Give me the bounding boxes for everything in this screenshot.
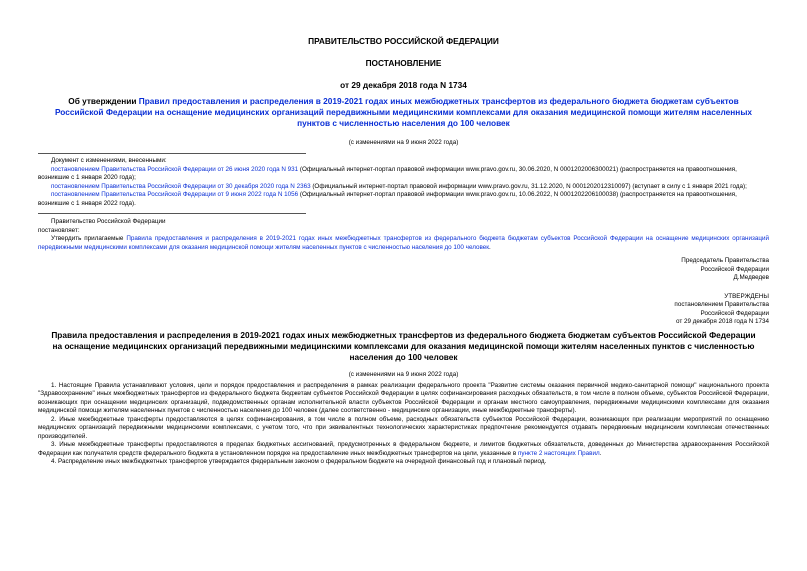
- rules-paragraph-3-suffix: .: [599, 449, 602, 457]
- signature-name: Д.Медведев: [733, 274, 769, 281]
- change-link-2[interactable]: постановлением Правительства Российской Федерации от 30 декабря 2020 года N 2363: [51, 182, 311, 190]
- change-text-1: (Официальный интернет-портал правовой информации www.pravo.gov.ru, 30.06.2020, N 0001202006300021) (распространяется на правоотношения, возникшие с 1 января 2020 года);: [38, 165, 737, 181]
- rules-body: [38, 382, 769, 467]
- signature-block: [38, 257, 769, 283]
- approved-block: [38, 293, 769, 327]
- document-type: ПОСТАНОВЛЕНИЕ: [365, 58, 442, 68]
- change-link-1[interactable]: постановлением Правительства Российской Федерации от 26 июня 2020 года N 931: [51, 165, 299, 173]
- change-item-3: [38, 191, 769, 208]
- rules-paragraph-1: 1. Настоящие Правила устанавливают условия, цели и порядок предоставления и распределения в рамках реализации федерального проекта "Развитие системы оказания первичной медико-санитарной помощи" национального проекта "Здравоохранение" иных межбюджетных трансфертов из федерального бюджета бюджетам субъектов Российской Федерации в целях софинансирования расходных обязательств, в том числе в полном объеме, субъектов Российской Федерации, возникающих при оснащении медицинских организаций, подведомственных органам исполнительной власти субъектов Российской Федерации и органам местного самоуправления, передвижными медицинскими комплексами для оказания медицинской помощи жителям населенных пунктов с численностью населения до 100 человек (далее соответственно - медицинские организации, иные межбюджетные трансферты).: [38, 381, 769, 414]
- rules-paragraph-3-link[interactable]: пункте 2 настоящих Правил: [517, 449, 600, 457]
- government-heading: ПРАВИТЕЛЬСТВО РОССИЙСКОЙ ФЕДЕРАЦИИ: [308, 36, 499, 46]
- approved-line-1: постановлением Правительства: [674, 301, 769, 308]
- rules-paragraph-4: 4. Распределение иных межбюджетных трансфертов утверждается федеральным законом о федеральном бюджете на очередной финансовый год и плановый период.: [51, 458, 547, 465]
- signature-position-2: Российской Федерации: [700, 265, 769, 273]
- rules-title: Правила предоставления и распределения в 2019-2021 годах иных межбюджетных трансфертов из федерального бюджета бюджетам субъектов Российской Федерации на оснащение медицинских организаций передвижными медицинскими комплексами для оказания медицинской помощи жителям населенных пунктов с численностью населения до 100 человек: [51, 329, 756, 362]
- rules-paragraph-3-text: 3. Иные межбюджетные трансферты предоставляются в пределах бюджетных ассигнований, предусмотренных в федеральном бюджете, и лимитов бюджетных обязательств, доведенных до Министерства здравоохранения Российской Федерации как получателя средств федерального бюджета в установленном порядке на предоставление иных межбюджетных трансфертов на цели, указанные в: [38, 441, 769, 457]
- decides-line: постановляет:: [38, 226, 80, 234]
- resolution-block: [38, 218, 769, 252]
- changes-intro: Документ с изменениями, внесенными:: [51, 157, 167, 164]
- changes-list: [38, 157, 769, 208]
- approved-line-2: Российской Федерации: [700, 309, 769, 317]
- rules-paragraph-3: [38, 441, 769, 458]
- document-date-number: от 29 декабря 2018 года N 1734: [340, 80, 467, 90]
- rules-paragraph-2: 2. Иные межбюджетные трансферты предоставляются в целях софинансирования, в том числе в полном объеме, расходных обязательств субъектов Российской Федерации, возникающих при реализации мероприятий по оснащению медицинских организаций передвижными медицинскими комплексами, с учетом того, что при эквивалентных технологических характеристиках предпочтение рекомендуется отдавать передвижным медицинским комплексам отечественных производителей.: [38, 415, 769, 440]
- edition-note: (с изменениями на 9 июня 2022 года): [348, 139, 459, 146]
- signature-position-1: Председатель Правительства: [681, 257, 769, 264]
- document-title: [38, 96, 769, 129]
- approved-label: УТВЕРЖДЕНЫ: [724, 292, 769, 300]
- approve-prefix: Утвердить прилагаемые: [51, 235, 127, 242]
- change-item-1: [38, 166, 769, 183]
- approve-link[interactable]: Правила предоставления и распределения в 2019-2021 годах иных межбюджетных трансфертов из федерального бюджета бюджетам субъектов Российской Федерации на оснащение медицинских организаций передвижными медицинскими комплексами для оказания медицинской помощи жителям населенных пунктов с численностью населения до 100 человек: [38, 235, 770, 251]
- document-title-prefix: Об утверждении: [68, 96, 139, 106]
- rules-edition-note: (с изменениями на 9 июня 2022 года): [348, 370, 459, 378]
- approved-line-3: от 29 декабря 2018 года N 1734: [675, 318, 769, 325]
- document-title-link[interactable]: Правил предоставления и распределения в 2019-2021 годах иных межбюджетных трансфертов из федерального бюджета бюджетам субъектов Российской Федерации на оснащение медицинских организаций передвижными медицинскими комплексами для оказания медицинской помощи жителям населенных пунктов с численностью населения до 100 человек: [54, 96, 753, 128]
- change-text-3: (Официальный интернет-портал правовой информации www.pravo.gov.ru, 10.06.2022, N 0001202206100038) (распространяется на правоотношения, возникшие с 1 января 2022 года).: [38, 191, 737, 207]
- change-link-3[interactable]: постановлением Правительства Российской Федерации от 9 июня 2022 года N 1056: [51, 191, 299, 198]
- government-line: Правительство Российской Федерации: [51, 218, 166, 225]
- change-text-2: (Официальный интернет-портал правовой информации www.pravo.gov.ru, 31.12.2020, N 0001202012310097) (вступает в силу с 1 января 2021 года);: [310, 182, 747, 190]
- approve-paragraph: [38, 235, 769, 252]
- approve-suffix: .: [489, 243, 491, 251]
- change-item-2: [38, 183, 769, 192]
